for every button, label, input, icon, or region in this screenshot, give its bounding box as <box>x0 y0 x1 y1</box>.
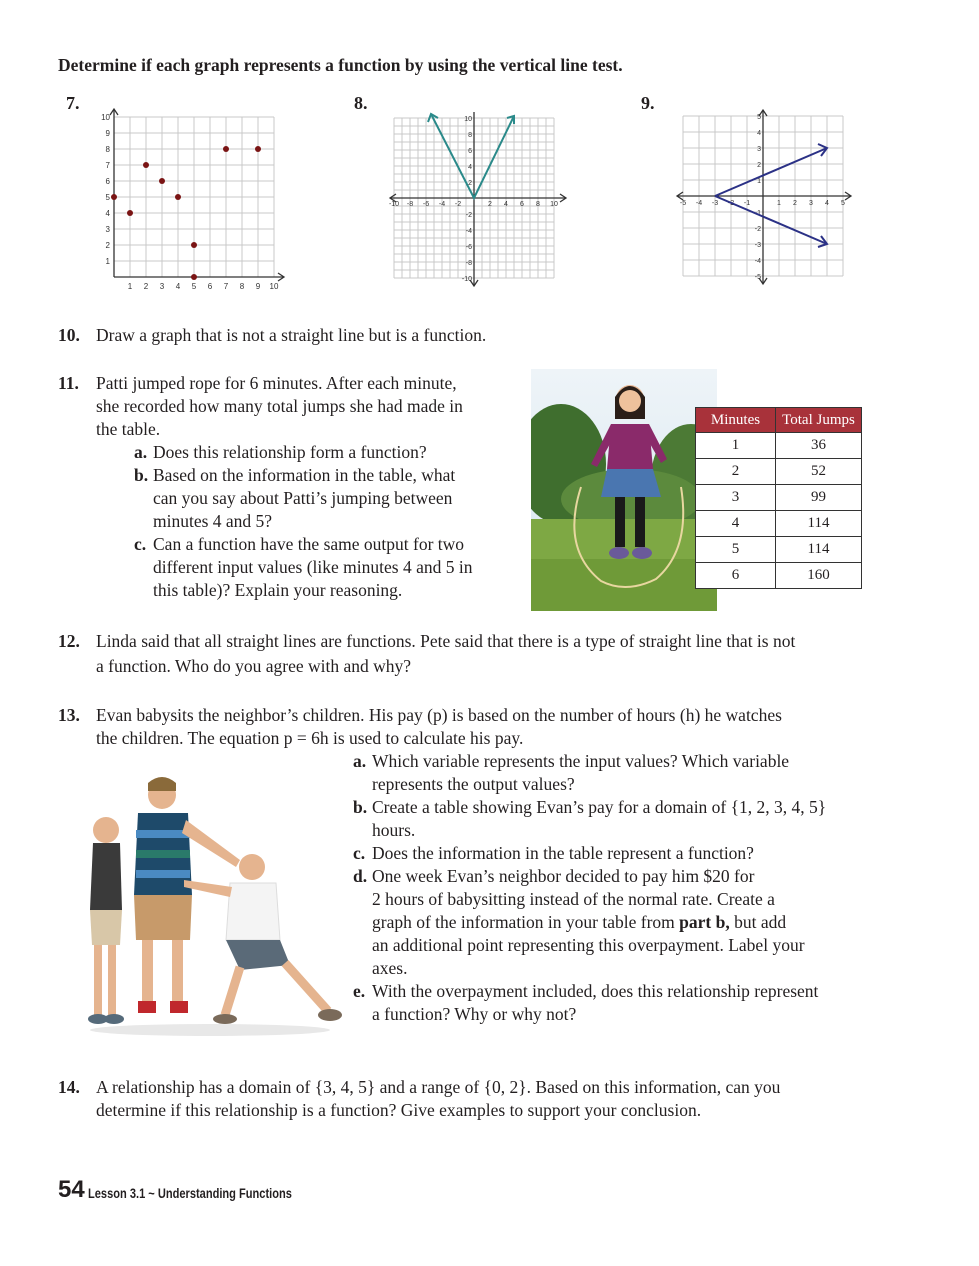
x-tick-label: 4 <box>504 201 508 208</box>
sub-text: Which variable represents the input values? Which variable <box>372 751 790 771</box>
data-point <box>255 146 261 152</box>
instructions: Determine if each graph represents a function by using the vertical line test. <box>58 55 623 75</box>
sub-text-part: but add <box>729 912 787 932</box>
y-tick-label: 2 <box>757 162 761 169</box>
sub-text: this table)? Explain your reasoning. <box>153 580 403 600</box>
question-text-line: Evan babysits the neighbor’s children. His pay (p) is based on the number of hours (h) he watches <box>96 705 782 725</box>
sub-text: represents the output values? <box>372 774 575 794</box>
sub-text <box>372 911 786 934</box>
question-12 <box>58 630 958 678</box>
table-cell: 1 <box>696 433 776 459</box>
x-tick-label: -2 <box>727 200 735 207</box>
graph-8-number: 8. <box>354 93 368 113</box>
y-tick-label: 4 <box>105 209 110 218</box>
question-number: 14. <box>58 1077 80 1097</box>
y-tick-label: -2 <box>754 226 761 233</box>
sub-letter: a. <box>134 442 148 462</box>
y-tick-label: 6 <box>105 177 110 186</box>
question-13e <box>353 980 883 1028</box>
sub-text: a function? Why or why not? <box>372 1004 577 1024</box>
question-13a <box>353 750 873 798</box>
x-tick-label: -2 <box>454 201 462 208</box>
sub-text: different input values (like minutes 4 and 5 in <box>153 557 473 577</box>
table-cell: 160 <box>776 563 862 589</box>
y-tick-label: -6 <box>465 244 472 251</box>
sub-letter: e. <box>353 981 366 1001</box>
y-tick-label: -2 <box>465 212 472 219</box>
data-point <box>191 274 197 280</box>
sub-text: With the overpayment included, does this relationship represent <box>372 981 819 1001</box>
table-cell: 6 <box>696 563 776 589</box>
y-tick-label: -8 <box>465 260 472 267</box>
y-tick-label: 5 <box>105 193 110 202</box>
question-text-line: she recorded how many total jumps she had made in <box>96 396 463 416</box>
graph-7 <box>98 105 293 290</box>
sub-letter: b. <box>134 465 149 485</box>
y-tick-label: 8 <box>105 145 110 154</box>
y-tick-label: 3 <box>105 225 110 234</box>
table-row <box>696 537 862 563</box>
data-point <box>175 194 181 200</box>
question-number: 13. <box>58 705 80 725</box>
sub-text: Create a table showing Evan’s pay for a domain of {1, 2, 3, 4, 5} <box>372 797 827 817</box>
y-tick-label: 6 <box>468 148 472 155</box>
x-tick-label: 9 <box>255 282 261 290</box>
graph-7-number: 7. <box>66 93 80 113</box>
question-text-line: A relationship has a domain of {3, 4, 5} and a range of {0, 2}. Based on this information, can you <box>96 1077 781 1097</box>
table-header-total-jumps: Total Jumps <box>776 408 862 433</box>
table-row <box>696 433 862 459</box>
y-tick-label: -4 <box>754 258 761 265</box>
sub-text: minutes 4 and 5? <box>153 511 273 531</box>
sub-text: hours. <box>372 820 416 840</box>
x-tick-label: 2 <box>793 200 797 207</box>
y-tick-label: 10 <box>101 113 110 122</box>
table-row <box>696 459 862 485</box>
page-number: 54 <box>58 1176 85 1203</box>
y-tick-label: 2 <box>105 241 110 250</box>
part-b-reference: part b, <box>679 912 730 932</box>
x-tick-label: -4 <box>695 200 703 207</box>
sub-text-part: graph of the information in your table from <box>372 912 680 932</box>
lesson-title: Lesson 3.1 ~ Understanding Functions <box>88 1186 292 1201</box>
sub-text: 2 hours of babysitting instead of the normal rate. Create a <box>372 889 775 909</box>
table-cell: 36 <box>776 433 862 459</box>
jump-rope-photo <box>531 369 717 611</box>
jumps-table <box>695 407 862 589</box>
question-text-line: Linda said that all straight lines are functions. Pete said that there is a type of straight line that is not <box>96 631 796 651</box>
table-row <box>696 563 862 589</box>
y-tick-label: 7 <box>105 161 110 170</box>
data-point <box>159 178 165 184</box>
y-tick-label: 9 <box>105 129 110 138</box>
x-tick-label: -4 <box>438 201 446 208</box>
sub-letter: d. <box>353 866 368 886</box>
x-tick-label: 3 <box>809 200 813 207</box>
data-point <box>223 146 229 152</box>
x-tick-label: -6 <box>422 201 430 208</box>
y-tick-label: -1 <box>754 210 761 217</box>
graph-9 <box>675 106 855 288</box>
children-photo <box>80 775 345 1040</box>
y-tick-label: -4 <box>465 228 472 235</box>
x-tick-label: 3 <box>159 282 165 290</box>
table-row <box>696 511 862 537</box>
x-tick-label: 6 <box>207 282 213 290</box>
sub-text: Does this relationship form a function? <box>153 442 427 462</box>
sub-letter: c. <box>134 534 147 554</box>
table-cell: 5 <box>696 537 776 563</box>
question-number: 12. <box>58 631 80 651</box>
y-tick-label: 1 <box>757 178 761 185</box>
x-tick-label: -5 <box>679 200 687 207</box>
y-tick-label: 4 <box>468 164 472 171</box>
x-tick-label: 4 <box>175 282 181 290</box>
x-tick-label: 1 <box>777 200 781 207</box>
y-tick-label: 4 <box>757 130 761 137</box>
question-text-line: a function. Who do you agree with and why? <box>96 656 412 676</box>
sub-text: can you say about Patti’s jumping between <box>153 488 453 508</box>
question-text-line: determine if this relationship is a function? Give examples to support your conclusion. <box>96 1100 702 1120</box>
question-text-line: the children. The equation p = 6h is used to calculate his pay. <box>96 728 524 748</box>
x-tick-label: 2 <box>143 282 149 290</box>
sub-letter: b. <box>353 797 368 817</box>
question-text: Draw a graph that is not a straight line but is a function. <box>96 325 487 345</box>
table-cell: 4 <box>696 511 776 537</box>
question-13 <box>58 704 958 752</box>
sub-text: axes. <box>372 958 408 978</box>
x-tick-label: -1 <box>743 200 751 207</box>
y-tick-label: 2 <box>468 180 472 187</box>
question-13d <box>353 865 873 983</box>
data-point <box>191 242 197 248</box>
x-tick-label: 5 <box>191 282 197 290</box>
table-row <box>696 485 862 511</box>
table-cell: 52 <box>776 459 862 485</box>
sub-text: Can a function have the same output for two <box>153 534 465 554</box>
question-number: 10. <box>58 325 80 345</box>
x-tick-label: 8 <box>239 282 245 290</box>
question-13b <box>353 796 873 844</box>
x-tick-label: -8 <box>406 201 414 208</box>
sub-text: an additional point representing this overpayment. Label your <box>372 935 805 955</box>
sub-text: One week Evan’s neighbor decided to pay him $20 for <box>372 866 755 886</box>
y-tick-label: 10 <box>464 116 472 123</box>
sub-text: Based on the information in the table, what <box>153 465 456 485</box>
x-tick-label: 5 <box>841 200 845 207</box>
table-cell: 99 <box>776 485 862 511</box>
sub-letter: a. <box>353 751 367 771</box>
x-tick-label: 10 <box>269 282 279 290</box>
sub-letter: c. <box>353 843 366 863</box>
y-tick-label: -5 <box>754 274 761 281</box>
table-cell: 2 <box>696 459 776 485</box>
x-tick-label: 8 <box>536 201 540 208</box>
x-tick-label: -10 <box>388 201 400 208</box>
table-cell: 3 <box>696 485 776 511</box>
question-11 <box>58 372 518 442</box>
y-tick-label: 1 <box>105 257 110 266</box>
y-tick-label: -3 <box>754 242 761 249</box>
data-point <box>127 210 133 216</box>
y-tick-label: -10 <box>461 276 472 283</box>
x-tick-label: 10 <box>550 201 558 208</box>
question-number: 11. <box>58 373 79 393</box>
x-tick-label: 6 <box>520 201 524 208</box>
table-cell: 114 <box>776 537 862 563</box>
question-13c <box>353 842 873 866</box>
table-cell: 114 <box>776 511 862 537</box>
question-text-line: Patti jumped rope for 6 minutes. After each minute, <box>96 373 457 393</box>
sub-text: Does the information in the table represent a function? <box>372 843 754 863</box>
question-14 <box>58 1076 958 1124</box>
x-tick-label: -3 <box>711 200 719 207</box>
x-tick-label: 2 <box>488 201 492 208</box>
y-tick-label: 8 <box>468 132 472 139</box>
x-tick-label: 1 <box>127 282 133 290</box>
question-text-line: the table. <box>96 419 161 439</box>
y-tick-label: 3 <box>757 146 761 153</box>
question-11c <box>134 533 524 603</box>
y-tick-label: 5 <box>757 114 761 121</box>
x-tick-label: 7 <box>223 282 229 290</box>
question-10 <box>58 324 958 348</box>
graph-9-number: 9. <box>641 93 655 113</box>
graph-8 <box>388 108 568 288</box>
x-tick-label: 4 <box>825 200 829 207</box>
question-11b <box>134 464 524 534</box>
table-header-minutes: Minutes <box>696 408 776 433</box>
data-point <box>143 162 149 168</box>
data-point <box>111 194 117 200</box>
